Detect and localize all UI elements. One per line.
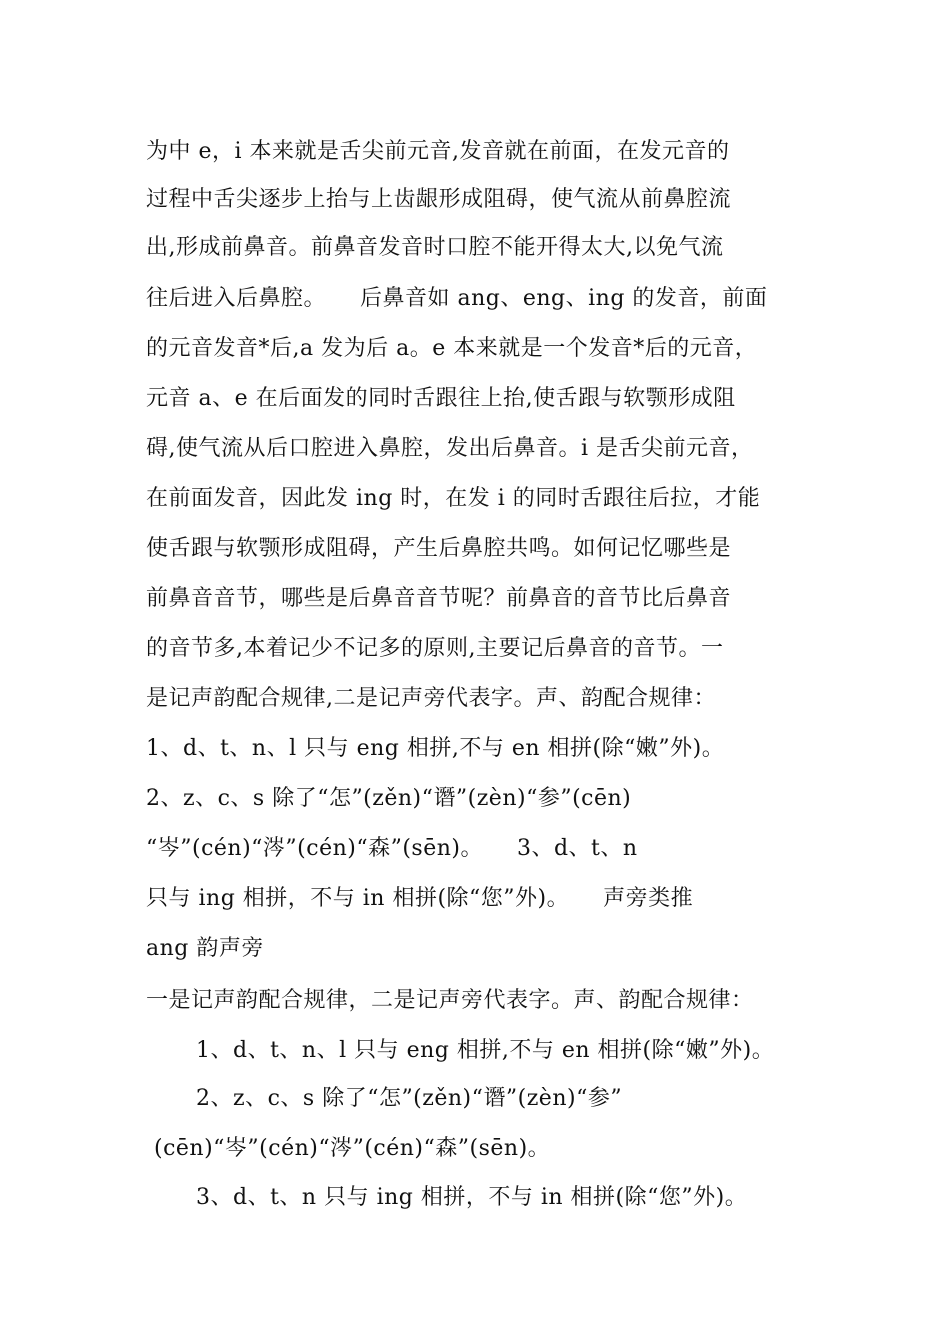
rule-line: “岑”(cén)“涔”(cén)“森”(sēn)。 3、d、t、n	[146, 836, 638, 861]
rule-item-1: 1、d、t、n、l 只与 eng 相拼,不与 en 相拼(除“嫩”外)。	[196, 1038, 775, 1063]
rule-item-2-cont: (cēn)“岑”(cén)“涔”(cén)“森”(sēn)。	[154, 1136, 551, 1161]
paragraph-line: 出,形成前鼻音。前鼻音发音时口腔不能开得太大,以免气流	[146, 235, 724, 260]
paragraph-line: 碍,使气流从后口腔进入鼻腔，发出后鼻音。i 是舌尖前元音，	[146, 436, 754, 461]
rule-item-2: 2、z、c、s 除了“怎”(zěn)“谮”(zèn)“参”	[196, 1086, 623, 1111]
paragraph-line: 过程中舌尖逐步上抬与上齿龈形成阻碍，使气流从前鼻腔流	[146, 187, 732, 212]
paragraph-line: 使舌跟与软颚形成阻碍，产生后鼻腔共鸣。如何记忆哪些是	[146, 536, 732, 561]
paragraph-line: 的音节多,本着记少不记多的原则,主要记后鼻音的音节。一	[146, 636, 724, 661]
paragraph-line: 在前面发音，因此发 ing 时，在发 i 的同时舌跟往后拉，才能	[146, 486, 761, 511]
paragraph-line: 前鼻音音节，哪些是后鼻音音节呢？前鼻音的音节比后鼻音	[146, 586, 732, 611]
rule-item-3: 3、d、t、n 只与 ing 相拼，不与 in 相拼(除“您”外)。	[196, 1185, 748, 1210]
rule-line: 2、z、c、s 除了“怎”(zěn)“谮”(zèn)“参”(cēn)	[146, 786, 632, 811]
rule-line: 1、d、t、n、l 只与 eng 相拼,不与 en 相拼(除“嫩”外)。	[146, 736, 725, 761]
paragraph-line: 往后进入后鼻腔。 后鼻音如 ang、eng、ing 的发音，前面	[146, 286, 768, 311]
paragraph-line: 是记声韵配合规律,二是记声旁代表字。声、韵配合规律：	[146, 686, 716, 711]
section-heading: ang 韵声旁	[146, 936, 264, 961]
paragraph-line: 一是记声韵配合规律，二是记声旁代表字。声、韵配合规律：	[146, 988, 754, 1013]
paragraph-line: 元音 a、e 在后面发的同时舌跟往上抬,使舌跟与软颚形成阻	[146, 386, 736, 411]
paragraph-line: 的元音发音*后,a 发为后 a。e 本来就是一个发音*后的元音，	[146, 336, 758, 361]
rule-line: 只与 ing 相拼，不与 in 相拼(除“您”外)。 声旁类推	[146, 886, 694, 911]
paragraph-line: 为中 e，i 本来就是舌尖前元音,发音就在前面，在发元音的	[146, 139, 730, 164]
